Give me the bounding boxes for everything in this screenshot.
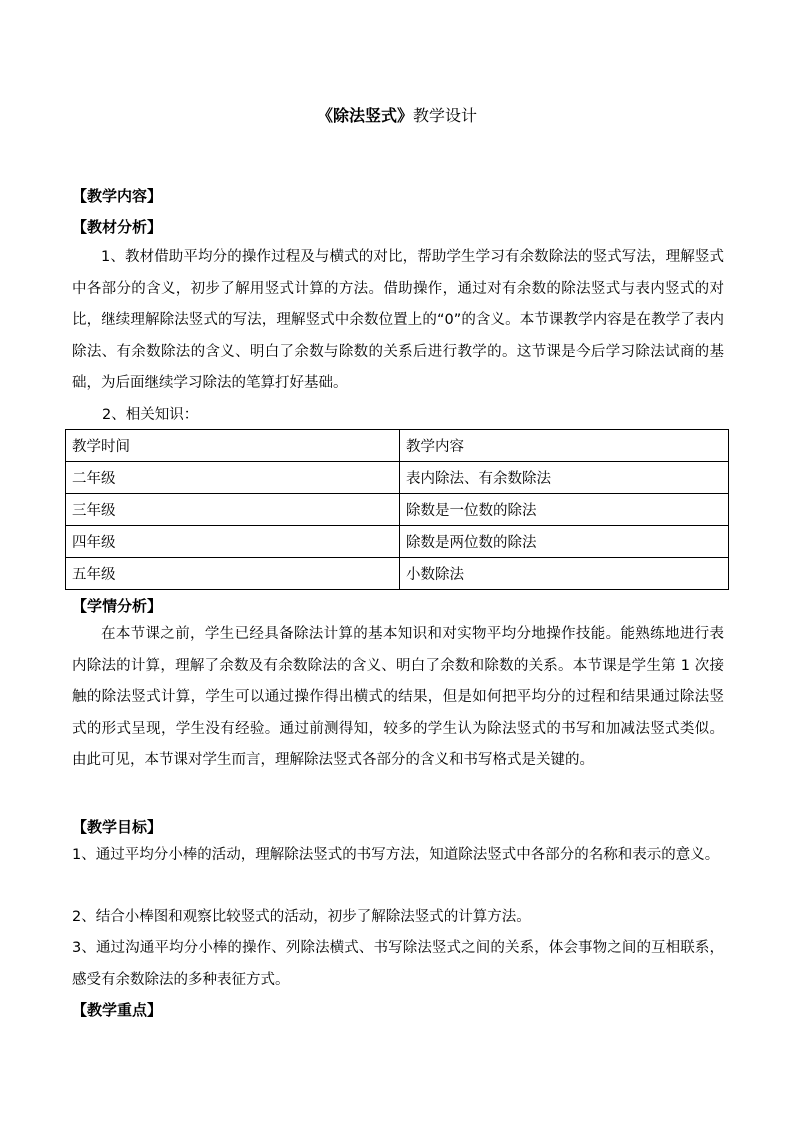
related-knowledge-table xyxy=(65,429,729,590)
heading-textbook-analysis: 【教材分析】 xyxy=(72,218,163,236)
document-title-main: 《除法竖式》 xyxy=(316,106,413,125)
table-cell: 除数是一位数的除法 xyxy=(400,494,729,526)
table-cell: 四年级 xyxy=(66,526,400,558)
analysis-paragraph-1: 1、教材借助平均分的操作过程及与横式的对比，帮助学生学习有余数除法的竖式写法，理解竖式中各部分的含义，初步了解用竖式计算的方法。借助操作，通过对有余数的除法竖式与表内竖式的对比，继续理解除法竖式的写法，理解竖式中余数位置上的“0”的含义。本节课教学内容是在教学了表内除法、有余数除法的含义、明白了余数与除数的关系后进行教学的。这节课是今后学习除法试商的基础，为后面继续学习除法的笔算打好基础。 xyxy=(72,249,724,391)
goal-item-2: 2、结合小棒图和观察比较竖式的活动，初步了解除法竖式的计算方法。 xyxy=(72,909,531,925)
table-cell: 三年级 xyxy=(66,494,400,526)
table-row xyxy=(66,462,729,494)
table-cell: 二年级 xyxy=(66,462,400,494)
goal-item-1: 1、通过平均分小棒的活动，理解除法竖式的书写方法，知道除法竖式中各部分的名称和表示的意义。 xyxy=(72,847,720,863)
table-header-cell: 教学时间 xyxy=(66,430,400,462)
table-row xyxy=(66,494,729,526)
related-knowledge-label: 2、相关知识： xyxy=(102,407,199,423)
table-cell: 小数除法 xyxy=(400,558,729,590)
table-cell: 除数是两位数的除法 xyxy=(400,526,729,558)
heading-teaching-goals: 【教学目标】 xyxy=(72,818,163,836)
heading-teaching-content: 【教学内容】 xyxy=(72,187,163,205)
table-header-cell: 教学内容 xyxy=(400,430,729,462)
heading-teaching-key-points: 【教学重点】 xyxy=(72,1001,163,1019)
table-cell: 五年级 xyxy=(66,558,400,590)
heading-student-analysis: 【学情分析】 xyxy=(72,597,163,615)
table-cell: 表内除法、有余数除法 xyxy=(400,462,729,494)
document-title xyxy=(0,104,794,128)
goal-item-3: 3、通过沟通平均分小棒的操作、列除法横式、书写除法竖式之间的关系，体会事物之间的互相联系，感受有余数除法的多种表征方式。 xyxy=(72,940,724,988)
student-analysis-paragraph: 在本节课之前，学生已经具备除法计算的基本知识和对实物平均分地操作技能。能熟练地进行表内除法的计算，理解了余数及有余数除法的含义、明白了余数和除数的关系。本节课是学生第 1 次接触的除法竖式计算，学生可以通过操作得出横式的结果，但是如何把平均分的过程和结果通过除法竖式的形式呈现，学生没有经验。通过前测得知，较多的学生认为除法竖式的书写和加减法竖式类似。由此可见，本节课对学生而言，理解除法竖式各部分的含义和书写格式是关键的。 xyxy=(72,626,724,768)
table-row xyxy=(66,526,729,558)
table-header-row xyxy=(66,430,729,462)
document-title-rest: 教学设计 xyxy=(413,106,478,125)
table-row xyxy=(66,558,729,590)
